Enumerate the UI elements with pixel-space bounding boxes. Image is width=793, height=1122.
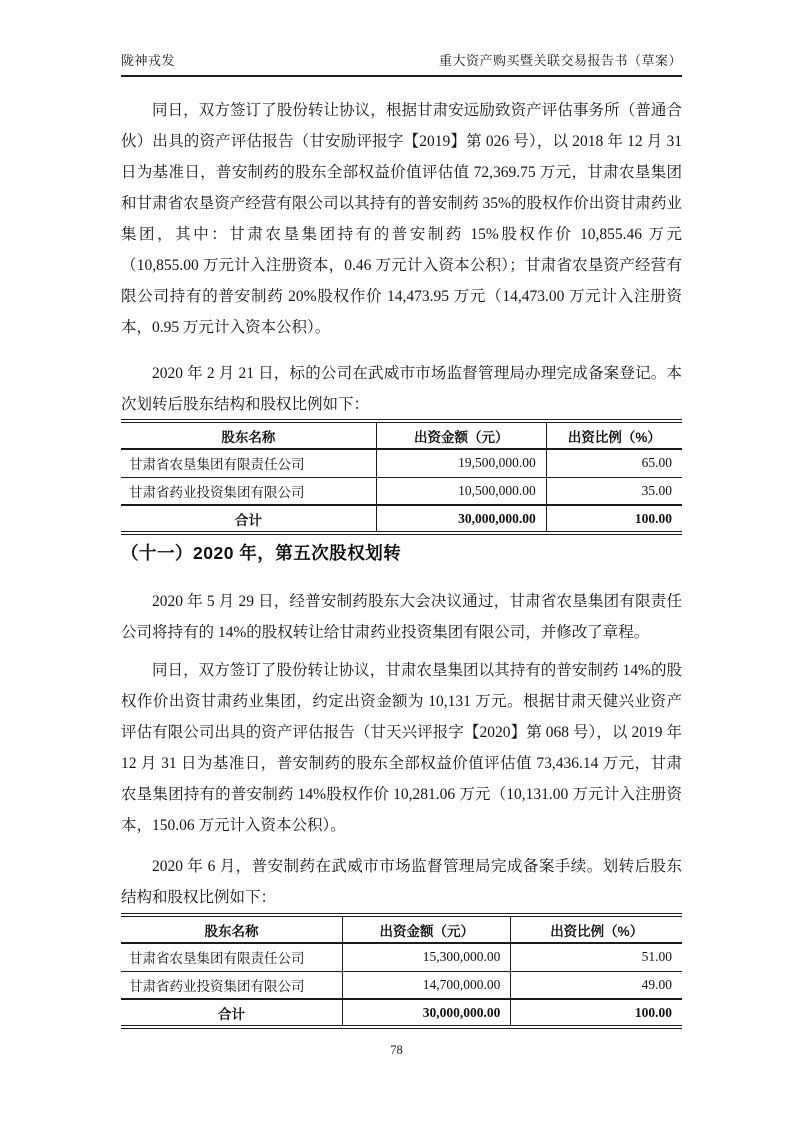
table-row	[121, 971, 682, 999]
header-left-title: 陇神戎发	[121, 53, 176, 68]
total-label-cell: 合计	[121, 999, 343, 1027]
table-header-row	[121, 421, 682, 449]
table-header-row	[121, 915, 682, 943]
section-heading-eleven: （十一）2020 年，第五次股权划转	[121, 543, 402, 563]
shareholder-table-1	[121, 419, 682, 535]
shareholder-name-cell: 甘肃省药业投资集团有限公司	[121, 971, 343, 999]
contribution-amount-cell: 19,500,000.00	[376, 449, 546, 477]
table-row	[121, 449, 682, 477]
contribution-amount-cell: 10,500,000.00	[376, 477, 546, 505]
table-header-shareholder-name: 股东名称	[121, 421, 376, 449]
contribution-ratio-cell: 51.00	[511, 943, 682, 971]
contribution-ratio-cell: 49.00	[511, 971, 682, 999]
total-label-cell: 合计	[121, 505, 376, 533]
table-total-row	[121, 999, 682, 1027]
table-row	[121, 477, 682, 505]
table-header-shareholder-name: 股东名称	[121, 915, 343, 943]
total-ratio-cell: 100.00	[546, 505, 682, 533]
table-header-contribution-amount: 出资金额（元）	[376, 421, 546, 449]
page-header	[121, 50, 682, 77]
contribution-amount-cell: 15,300,000.00	[343, 943, 511, 971]
contribution-amount-cell: 14,700,000.00	[343, 971, 511, 999]
paragraph-filing-2020-06: 2020 年 6 月，普安制药在武威市市场监督管理局完成备案手续。划转后股东结构和股权比例如下：	[121, 858, 682, 906]
total-ratio-cell: 100.00	[511, 999, 682, 1027]
table-header-contribution-ratio: 出资比例（%）	[511, 915, 682, 943]
contribution-ratio-cell: 35.00	[546, 477, 682, 505]
table-total-row	[121, 505, 682, 533]
paragraph-resolution-2020-05: 2020 年 5 月 29 日，经普安制药股东大会决议通过，甘肃省农垦集团有限责任公司将持有的 14%的股权转让给甘肃药业投资集团有限公司，并修改了章程。	[121, 593, 682, 641]
shareholder-table-2	[121, 913, 682, 1029]
total-amount-cell: 30,000,000.00	[376, 505, 546, 533]
table-header-contribution-ratio: 出资比例（%）	[546, 421, 682, 449]
total-amount-cell: 30,000,000.00	[343, 999, 511, 1027]
shareholder-name-cell: 甘肃省药业投资集团有限公司	[121, 477, 376, 505]
paragraph-share-transfer-2019: 同日，双方签订了股份转让协议，根据甘肃安远励致资产评估事务所（普通合伙）出具的资产评估报告（甘安励评报字【2019】第 026 号），以 2018 年 12 月 31 日为基准日，普安制药的股东全部权益价值评估值 72,369.75 万元，甘肃农垦集团和甘肃省农垦资产经营有限公司以其持有的普安制药 35%的股权作价出资甘肃药业集团，其中：甘肃农垦集团持有的普安制药 15%股权作价 10,855.46 万元（10,855.00 万元计入注册资本，0.46 万元计入资本公积）；甘肃省农垦资产经营有限公司持有的普安制药 20%股权作价 14,473.95 万元（14,473.00 万元计入注册资本，0.95 万元计入资本公积）。	[121, 102, 682, 336]
table-row	[121, 943, 682, 971]
paragraph-filing-2020-02: 2020 年 2 月 21 日，标的公司在武威市市场监督管理局办理完成备案登记。本次划转后股东结构和股权比例如下：	[121, 365, 682, 413]
shareholder-name-cell: 甘肃省农垦集团有限责任公司	[121, 449, 376, 477]
table-header-contribution-amount: 出资金额（元）	[343, 915, 511, 943]
header-right-title: 重大资产购买暨关联交易报告书（草案）	[438, 53, 682, 68]
paragraph-share-transfer-2020: 同日，双方签订了股份转让协议，甘肃农垦集团以其持有的普安制药 14%的股权作价出资甘肃药业集团，约定出资金额为 10,131 万元。根据甘肃天健兴业资产评估有限公司出具的资产评估报告（甘天兴评报字【2020】第 068 号），以 2019 年 12 月 31 日为基准日，普安制药的股东全部权益价值评估值 73,436.14 万元，甘肃农垦集团持有的普安制药 14%股权作价 10,281.06 万元（10,131.00 万元计入注册资本，150.06 万元计入资本公积）。	[121, 662, 682, 834]
page-number: 78	[390, 1043, 403, 1057]
contribution-ratio-cell: 65.00	[546, 449, 682, 477]
shareholder-name-cell: 甘肃省农垦集团有限责任公司	[121, 943, 343, 971]
